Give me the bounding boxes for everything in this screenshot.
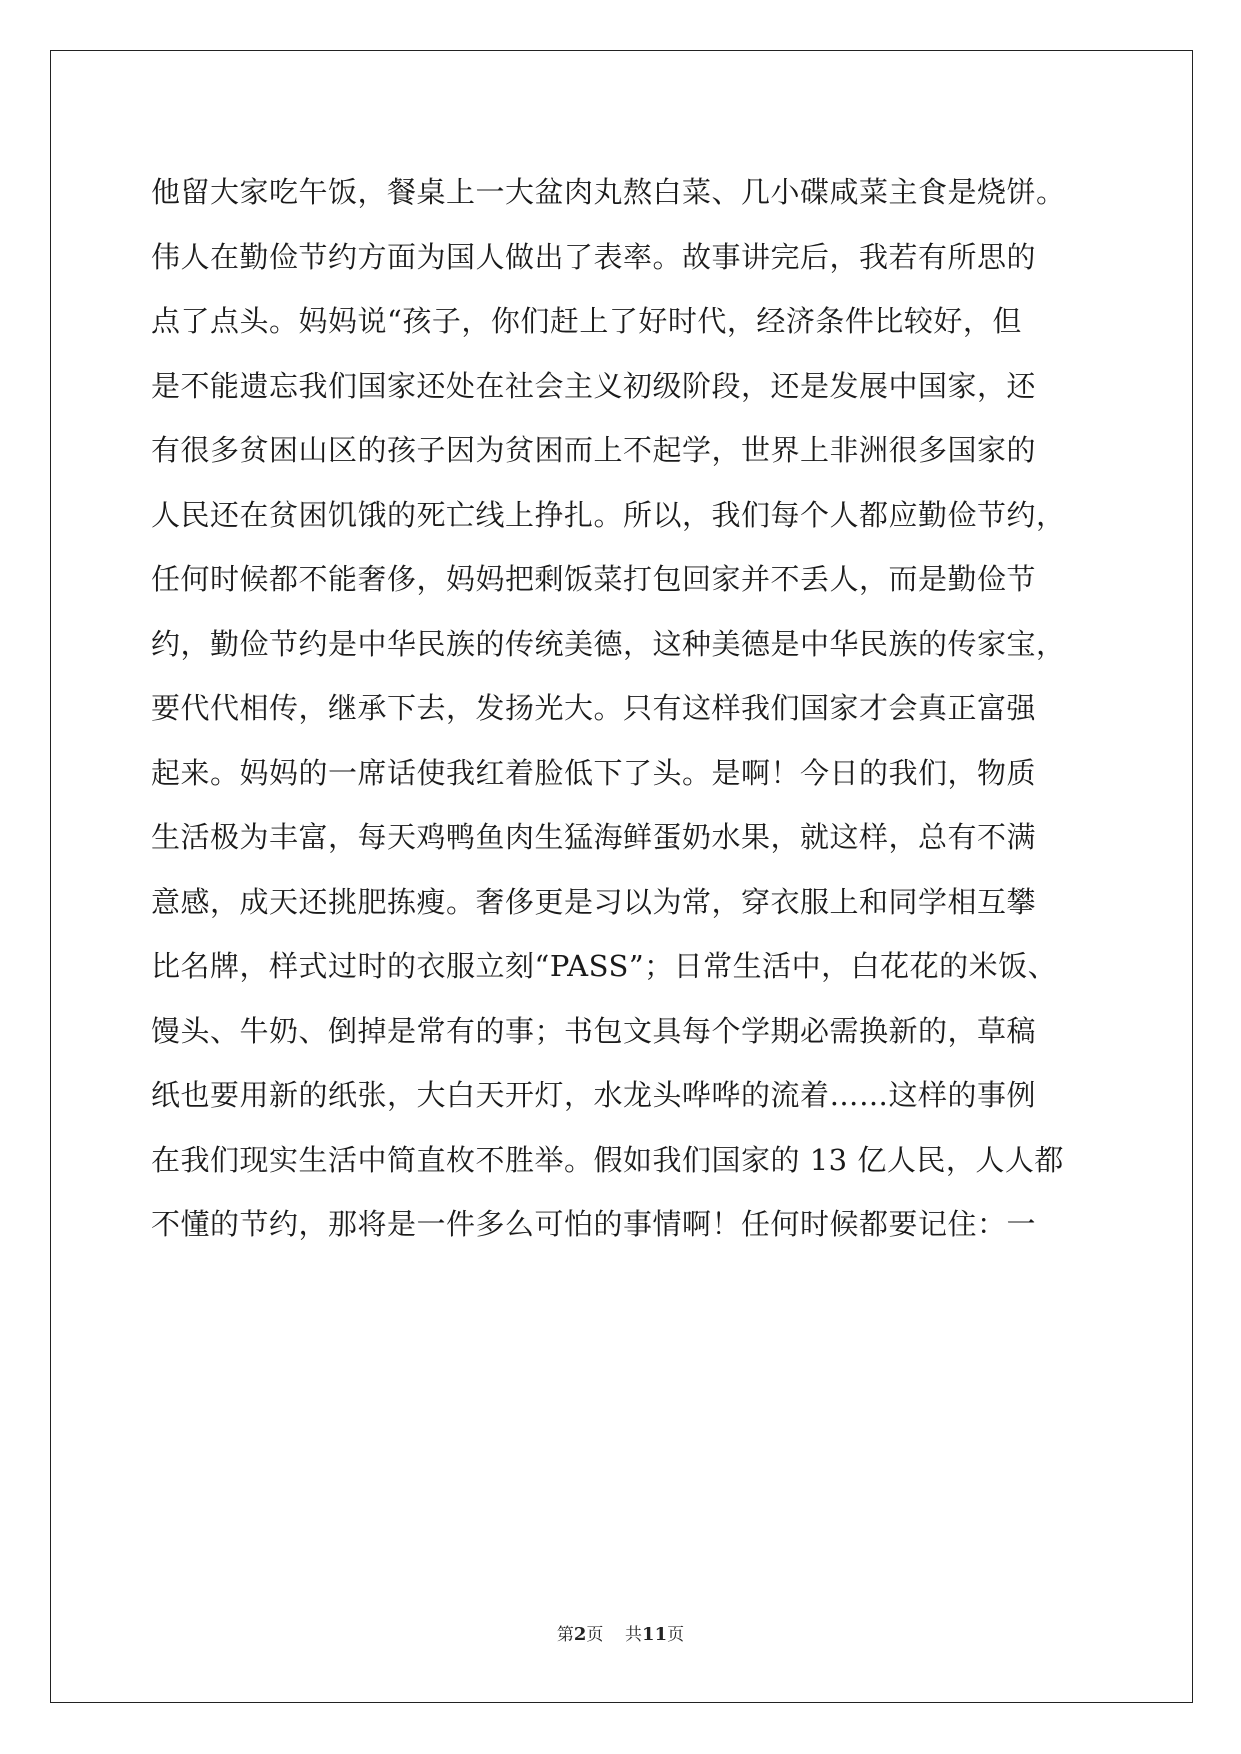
total-suffix: 页 — [667, 1625, 685, 1645]
text-line: 馒头、牛奶、倒掉是常有的事；书包文具每个学期必需换新的，草稿 — [151, 1013, 1037, 1048]
page-footer — [0, 1620, 1241, 1645]
text-line: 伟人在勤俭节约方面为国人做出了表率。故事讲完后，我若有所思的 — [151, 239, 1037, 274]
page-number: 2 — [573, 1624, 587, 1645]
text-line: 有很多贫困山区的孩子因为贫困而上不起学，世界上非洲很多国家的 — [151, 433, 1037, 467]
text-line: 在我们现实生活中简直枚不胜举。假如我们国家的 13 亿人民，人人都 — [151, 1142, 1064, 1177]
text-line: 是不能遗忘我们国家还处在社会主义初级阶段，还是发展中国家，还 — [151, 368, 1037, 403]
text-line: 纸也要用新的纸张，大白天开灯，水龙头哗哗的流着……这样的事例 — [151, 1078, 1037, 1112]
text-line: 要代代相传，继承下去，发扬光大。只有这样我们国家才会真正富强 — [151, 691, 1037, 725]
text-line: 点了点头。妈妈说“孩子，你们赶上了好时代，经济条件比较好，但 — [151, 304, 1022, 338]
total-prefix: 共 — [625, 1625, 643, 1645]
total-pages: 11 — [642, 1624, 668, 1645]
text-line: 生活极为丰富，每天鸡鸭鱼肉生猛海鲜蛋奶水果，就这样，总有不满 — [151, 820, 1037, 854]
page-suffix: 页 — [586, 1625, 604, 1645]
text-line: 他留大家吃午饭，餐桌上一大盆肉丸熬白菜、几小碟咸菜主食是烧饼。 — [151, 175, 1066, 209]
text-line: 任何时候都不能奢侈，妈妈把剩饭菜打包回家并不丢人，而是勤俭节 — [151, 562, 1037, 596]
text-line: 人民还在贫困饥饿的死亡线上挣扎。所以，我们每个人都应勤俭节约， — [151, 497, 1066, 532]
text-line: 约，勤俭节约是中华民族的传统美德，这种美德是中华民族的传家宝， — [151, 626, 1066, 661]
body-text — [151, 160, 1091, 1257]
text-line: 不懂的节约，那将是一件多么可怕的事情啊！任何时候都要记住：一 — [151, 1207, 1037, 1241]
page-prefix: 第 — [556, 1625, 574, 1645]
text-line: 起来。妈妈的一席话使我红着脸低下了头。是啊！今日的我们，物质 — [151, 755, 1037, 790]
text-line: 比名牌，样式过时的衣服立刻“PASS”；日常生活中，白花花的米饭、 — [151, 949, 1058, 983]
text-line: 意感，成天还挑肥拣瘦。奢侈更是习以为常，穿衣服上和同学相互攀 — [151, 884, 1037, 919]
